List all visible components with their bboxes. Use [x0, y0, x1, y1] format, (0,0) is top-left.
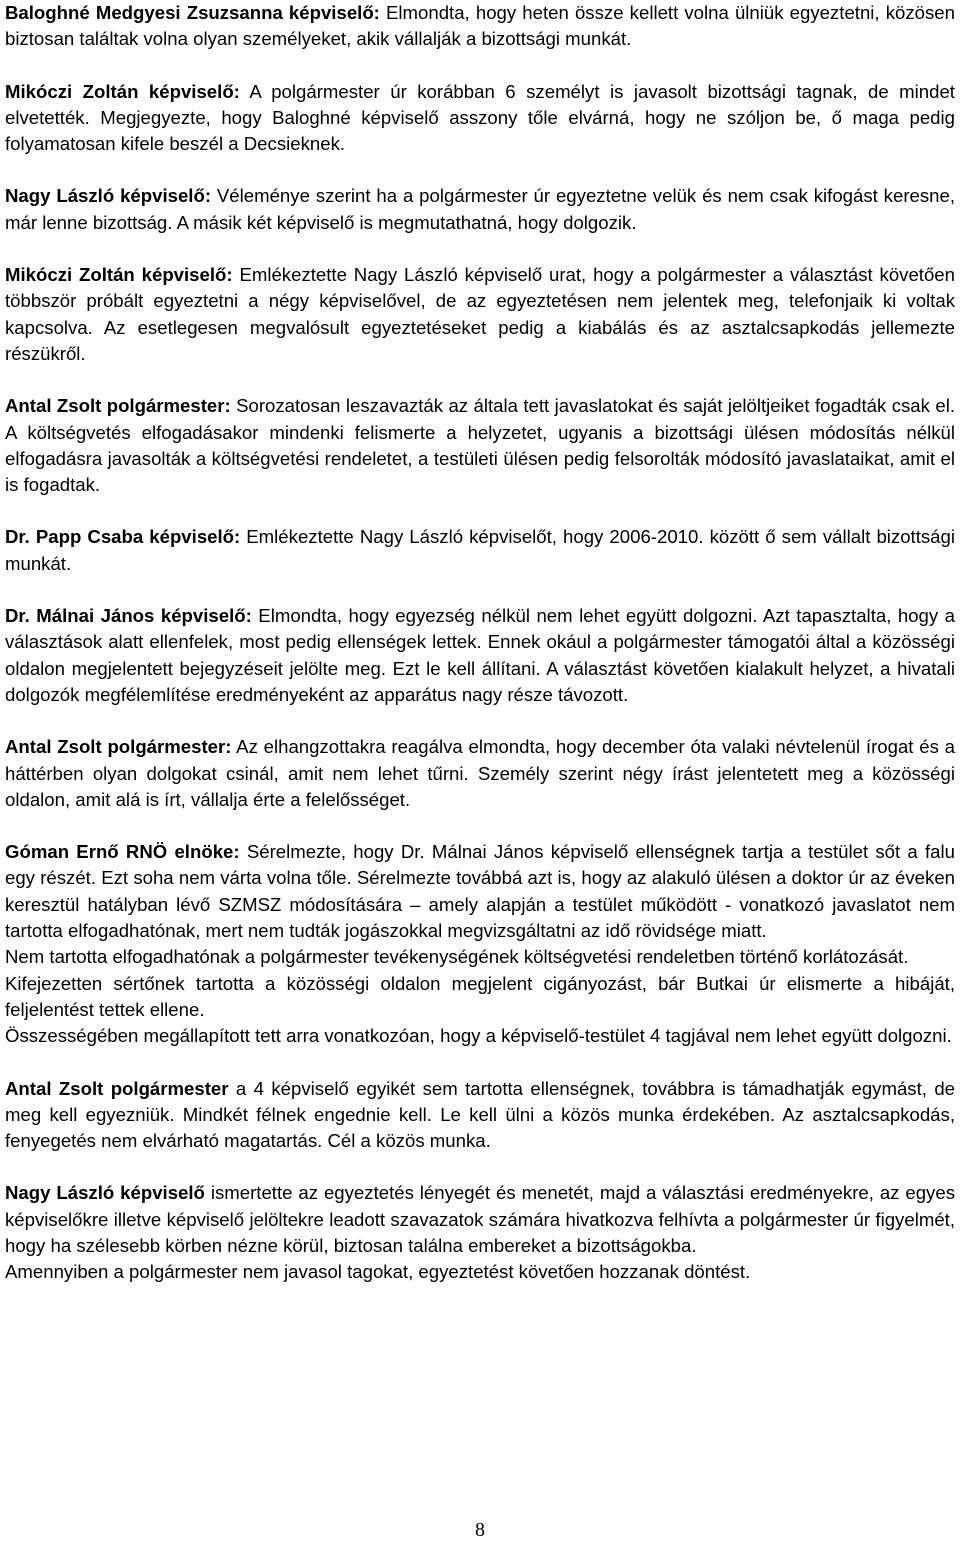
paragraph-gap	[5, 53, 955, 79]
paragraph-gap	[5, 577, 955, 603]
paragraph-gap	[5, 813, 955, 839]
page-number: 8	[475, 1519, 485, 1541]
paragraph-text: A polgármester úr korábban 6 személyt is javasolt bizottsági tagnak, de mindet elvetették. Megjegyezte, hogy Baloghné képviselő asszony tőle elvárná, hogy ne szóljon be, ő maga pedig folyamatosan kifele beszél a Decsieknek.	[5, 80, 955, 155]
speaker-name: Antal Zsolt polgármester:	[5, 395, 231, 417]
speaker-name: Góman Ernő RNÖ elnöke:	[5, 841, 240, 863]
paragraph-text: Elmondta, hogy egyezség nélkül nem lehet együtt dolgozni. Azt tapasztalta, hogy a választások alatt ellenfelek, most pedig ellenségek lettek. Ennek okául a polgármester támogatói által a közösségi oldalon megjelentett bejegyzéseit jelölte meg. Ezt le kell állítani. A választást követően kialakult helyzet, a hivatali dolgozók megfélemlítése eredményeként az apparátus nagy része távozott.	[5, 605, 955, 705]
minutes-body	[5, 0, 955, 1286]
paragraph-text: Összességében megállapított tett arra vonatkozóan, hogy a képviselő-testület 4 tagjával nem lehet együtt dolgozni.	[5, 1025, 952, 1047]
speaker-name: Nagy László képviselő:	[5, 185, 212, 207]
paragraph-text: Az elhangzottakra reagálva elmondta, hogy december óta valaki névtelenül írogat és a háttérben olyan dolgokat csinál, amit nem lehet tűrni. Személy szerint négy írást jelentetett meg a közösségi oldalon, amit alá is írt, vállalja érte a felelősséget.	[5, 736, 955, 810]
paragraph-3	[5, 183, 955, 236]
paragraph-gap	[5, 236, 955, 262]
paragraph-text: Kifejezetten sértőnek tartotta a közösségi oldalon megjelent cigányozást, bár Butkai úr elismerte a hibáját, feljelentést tettek ellene.	[5, 972, 955, 1020]
paragraph-13	[5, 1076, 955, 1155]
paragraph-7	[5, 603, 955, 708]
paragraph-14	[5, 1180, 955, 1259]
paragraph-gap	[5, 367, 955, 393]
paragraph-11	[5, 971, 955, 1024]
paragraph-text: a 4 képviselő egyikét sem tartotta ellenségnek, továbbra is támadhatják egymást, de meg kell egyezniük. Mindkét félnek engednie kell. Le kell ülni a közös munka érdekében. Az asztalcsapkodás, fenyegetés nem elvárható magatartás. Cél a közös munka.	[5, 1077, 956, 1152]
speaker-name: Nagy László képviselő	[5, 1182, 205, 1204]
paragraph-12	[5, 1023, 955, 1049]
paragraph-15	[5, 1259, 955, 1285]
speaker-name: Dr. Papp Csaba képviselő:	[5, 526, 241, 548]
paragraph-text: Nem tartotta elfogadhatónak a polgármester tevékenységének költségvetési rendeletben történő korlátozását.	[5, 946, 909, 968]
paragraph-text: Amennyiben a polgármester nem javasol tagokat, egyeztetést követően hozzanak döntést.	[5, 1261, 751, 1283]
paragraph-gap	[5, 1050, 955, 1076]
paragraph-text: Elmondta, hogy heten össze kellett volna ülniük egyeztetni, közösen biztosan találtak volna olyan személyeket, akik vállalják a bizottsági munkát.	[5, 2, 955, 50]
paragraph-2	[5, 79, 955, 158]
speaker-name: Antal Zsolt polgármester	[5, 1077, 229, 1099]
paragraph-gap	[5, 708, 955, 734]
speaker-name: Antal Zsolt polgármester:	[5, 736, 232, 758]
paragraph-text: Sorozatosan leszavazták az általa tett javaslatokat és saját jelöltjeiket fogadták csak el. A költségvetés elfogadásakor mindenki felismerte a helyzetet, ugyanis a bizottsági ülésen módosítás nélkül elfogadásra javasolták a költségvetési rendeletet, a testületi ülésen pedig felsorolták módosító javaslataikat, amit el is fogadtak.	[5, 395, 955, 496]
paragraph-9	[5, 839, 955, 944]
paragraph-6	[5, 524, 955, 577]
paragraph-text: Véleménye szerint ha a polgármester úr egyeztetne velük és nem csak kifogást keresne, már lenne bizottság. A másik két képviselő is megmutathatná, hogy dolgozik.	[5, 185, 955, 233]
paragraph-text: Sérelmezte, hogy Dr. Málnai János képviselő ellenségnek tartja a testület sőt a falu egy részét. Ezt soha nem várta volna tőle. Sérelmezte továbbá azt is, hogy az alakuló ülésen a doktor úr az éveken keresztül hatályban lévő SZMSZ módosítására – amely alapján a testület működött - vonatkozó javaslatot nem tartotta elfogadhatónak, mert nem tudták jogászokkal megvizsgáltatni az idő rövidsége miatt.	[5, 841, 955, 942]
paragraph-4	[5, 262, 955, 367]
speaker-name: Baloghné Medgyesi Zsuzsanna képviselő:	[5, 2, 380, 23]
speaker-name: Dr. Málnai János képviselő:	[5, 605, 252, 627]
speaker-name: Mikóczi Zoltán képviselő:	[5, 264, 233, 286]
paragraph-8	[5, 734, 955, 813]
paragraph-1	[5, 0, 955, 53]
paragraph-gap	[5, 157, 955, 183]
speaker-name: Mikóczi Zoltán képviselő:	[5, 80, 240, 102]
paragraph-gap	[5, 1154, 955, 1180]
paragraph-text: Emlékeztette Nagy László képviselőt, hogy 2006-2010. között ő sem vállalt bizottsági munkát.	[5, 526, 955, 574]
paragraph-gap	[5, 498, 955, 524]
paragraph-text: ismertette az egyeztetés lényegét és menetét, majd a választási eredményekre, az egyes képviselőkre illetve képviselő jelöltekre leadott szavazatok számára hivatkozva felhívta a polgármester úr figyelmét, hogy ha szélesebb körben nézne körül, biztosan találna embereket a bizottságokba.	[5, 1182, 955, 1256]
paragraph-5	[5, 393, 955, 498]
paragraph-text: Emlékeztette Nagy László képviselő urat, hogy a polgármester a választást követően többször próbált egyeztetni a négy képviselővel, de az egyeztetésen nem jelentek meg, telefonjaik ki voltak kapcsolva. Az esetlegesen megvalósult egyeztetéseket pedig a kiabálás és az asztalcsapkodás jellemezte részükről.	[5, 264, 955, 364]
paragraph-10	[5, 944, 955, 970]
